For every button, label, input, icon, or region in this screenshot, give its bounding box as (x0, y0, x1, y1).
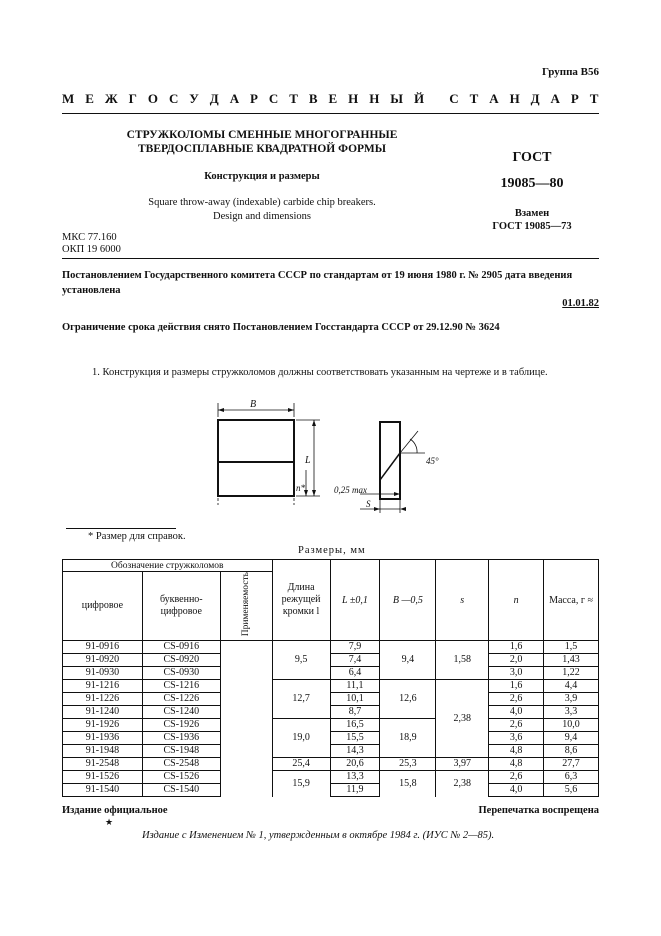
L-header: L ±0,1 (330, 560, 380, 641)
mass-header: Масса, г ≈ (544, 560, 599, 641)
table-cell: 91-0920 (63, 654, 143, 667)
replaces-label: Взамен (514, 208, 550, 219)
table-cell: 1,43 (544, 654, 599, 667)
table-cell: 7,9 (330, 641, 380, 654)
dim-angle: 45° (426, 456, 439, 466)
table-cell: 15,9 (272, 771, 330, 797)
group-label: Группа В56 (541, 66, 599, 78)
banner-letter: Е (85, 91, 95, 106)
table-cell: 7,4 (330, 654, 380, 667)
table-cell: 4,4 (544, 680, 599, 693)
table-cell: 8,6 (544, 745, 599, 758)
banner-letter: Т (289, 91, 299, 106)
table-cell: CS-1540 (142, 784, 220, 797)
banner-letter: С (268, 91, 279, 106)
decree-text: Постановлением Государственного комитета СССР по стандартам от 19 июня 1980 г. № 2905 дата введения установлена (62, 270, 573, 296)
table-cell: CS-0920 (142, 654, 220, 667)
banner-letter: Д (530, 91, 540, 106)
mks-code: МКС 77.160 (62, 232, 117, 243)
edition-note: Издание с Изменением № 1, утвержденным в октябре 1984 г. (ИУС № 2—85). (142, 830, 495, 841)
table-cell: 16,5 (330, 719, 380, 732)
table-cell: 4,8 (489, 745, 544, 758)
banner-letter: А (550, 91, 561, 106)
table-cell: 3,9 (544, 693, 599, 706)
table-cell: 1,6 (489, 641, 544, 654)
banner-letter: Г (128, 91, 138, 106)
table-cell: 19,0 (272, 719, 330, 758)
table-cell: 2,6 (489, 771, 544, 784)
dim-b: B (250, 399, 257, 410)
table-cell: CS-1948 (142, 745, 220, 758)
table-cell: CS-0930 (142, 667, 220, 680)
table-cell: 9,5 (272, 641, 330, 680)
edge-header: Длина режущей кромки l (272, 560, 330, 641)
banner-letter: Н (369, 91, 380, 106)
table-cell: 5,6 (544, 784, 599, 797)
dim-chamfer: 0,25 max (334, 485, 367, 495)
table-cell: 3,97 (436, 758, 489, 771)
table-cell: 91-1526 (63, 771, 143, 784)
table-cell: 10,1 (330, 693, 380, 706)
table-cell: 4,0 (489, 784, 544, 797)
chip-breaker-drawing (200, 395, 460, 520)
table-cell: 3,0 (489, 667, 544, 680)
banner-letter: Н (509, 91, 521, 106)
banner-letter: Е (328, 91, 338, 106)
banner-letter: Ж (104, 91, 119, 106)
footnote: * Размер для справок. (88, 531, 186, 542)
table-cell: CS-1926 (142, 719, 220, 732)
okp-code: ОКП 19 6000 (62, 244, 121, 255)
banner-letter: О (147, 91, 159, 106)
official-edition: Издание официальное (62, 805, 168, 816)
table-cell: 1,22 (544, 667, 599, 680)
table-cell: 20,6 (330, 758, 380, 771)
B-header: B —0,5 (380, 560, 436, 641)
table-cell: CS-1240 (142, 706, 220, 719)
table-cell: 2,38 (436, 771, 489, 797)
n-header: n (489, 560, 544, 641)
table-cell: 3,3 (544, 706, 599, 719)
group-header: Обозначение стружколомов (63, 560, 273, 572)
table-cell: CS-0916 (142, 641, 220, 654)
standard-banner (62, 91, 599, 107)
table-cell: 91-1216 (63, 680, 143, 693)
banner-letter: Т (589, 91, 599, 106)
old-gost: ГОСТ 19085—73 (492, 221, 572, 232)
table-cell (220, 641, 272, 797)
banner-letter: Д (209, 91, 220, 106)
table-cell: CS-1526 (142, 771, 220, 784)
table-cell: 91-1240 (63, 706, 143, 719)
table-cell: 9,4 (544, 732, 599, 745)
table-cell: 11,9 (330, 784, 380, 797)
banner-letter (435, 91, 439, 107)
banner-letter: Й (413, 91, 425, 106)
banner-letter: У (189, 91, 200, 106)
banner-letter: С (168, 91, 179, 106)
divider (62, 258, 599, 259)
banner-letter: А (229, 91, 240, 106)
table-cell: 6,4 (330, 667, 380, 680)
banner-letter: Ы (390, 91, 404, 106)
table-cell: CS-1216 (142, 680, 220, 693)
table-cell: 15,5 (330, 732, 380, 745)
title-line-2: ТВЕРДОСПЛАВНЫЕ КВАДРАТНОЙ ФОРМЫ (137, 143, 387, 155)
table-cell: 1,58 (436, 641, 489, 680)
table-cell: 91-1936 (63, 732, 143, 745)
table-cell: 91-1926 (63, 719, 143, 732)
table-cell: 18,9 (380, 719, 436, 758)
table-cell: 91-2548 (63, 758, 143, 771)
table-cell: 9,4 (380, 641, 436, 680)
gost-label: ГОСТ (512, 150, 552, 165)
table-cell: CS-1936 (142, 732, 220, 745)
table-cell: 2,0 (489, 654, 544, 667)
table-cell: 6,3 (544, 771, 599, 784)
banner-letter: В (308, 91, 318, 106)
table-cell: 2,38 (436, 680, 489, 758)
table-cell: 25,4 (272, 758, 330, 771)
table-cell: 1,6 (489, 680, 544, 693)
table-cell: CS-2548 (142, 758, 220, 771)
dimensions-table (62, 559, 599, 797)
table-caption: Размеры, мм (298, 545, 366, 556)
alpha-header: буквенно-цифровое (142, 572, 220, 641)
table-cell: 25,3 (380, 758, 436, 771)
table-cell: 8,7 (330, 706, 380, 719)
banner-letter: Р (250, 91, 259, 106)
table-cell: 14,3 (330, 745, 380, 758)
subtitle: Конструкция и размеры (204, 171, 320, 182)
dim-n: n* (296, 483, 305, 493)
table-cell: 4,8 (489, 758, 544, 771)
clause-1: 1. Конструкция и размеры стружколомов должны соответствовать указанным на чертеже и в таблице. (92, 367, 548, 378)
table-cell: CS-1226 (142, 693, 220, 706)
table-cell: 91-0930 (63, 667, 143, 680)
table-cell: 12,7 (272, 680, 330, 719)
banner-letter: М (62, 91, 75, 106)
dim-s: S (366, 499, 371, 509)
table-cell: 13,3 (330, 771, 380, 784)
star-icon: ★ (105, 817, 114, 827)
applicability-header: Применяемость (220, 572, 272, 641)
gost-number: 19085—80 (500, 176, 564, 191)
table-cell: 3,6 (489, 732, 544, 745)
limit-text: Ограничение срока действия снято Постановлением Госстандарта СССР от 29.12.90 № 3624 (62, 322, 500, 333)
table-cell: 2,6 (489, 719, 544, 732)
effective-date: 01.01.82 (562, 298, 599, 309)
table-cell: 91-0916 (63, 641, 143, 654)
title-line-1: СТРУЖКОЛОМЫ СМЕННЫЕ МНОГОГРАННЫЕ (126, 129, 398, 141)
table-cell: 15,8 (380, 771, 436, 797)
dim-l: L (305, 455, 311, 466)
table-cell: 10,0 (544, 719, 599, 732)
table-cell: 27,7 (544, 758, 599, 771)
table-cell: 12,6 (380, 680, 436, 719)
s-header: s (436, 560, 489, 641)
table-cell: 91-1540 (63, 784, 143, 797)
english-title-2: Design and dimensions (213, 211, 311, 222)
digital-header: цифровое (63, 572, 143, 641)
reprint-notice: Перепечатка воспрещена (478, 805, 599, 816)
divider (62, 113, 599, 114)
english-title-1: Square throw-away (indexable) carbide chip breakers. (148, 197, 376, 208)
banner-letter: Т (469, 91, 479, 106)
footnote-rule (66, 528, 176, 529)
banner-letter: Н (348, 91, 359, 106)
table-cell: 2,6 (489, 693, 544, 706)
table-cell: 91-1226 (63, 693, 143, 706)
banner-letter: А (489, 91, 500, 106)
banner-letter: С (449, 91, 460, 106)
banner-letter: Р (570, 91, 580, 106)
table-cell: 11,1 (330, 680, 380, 693)
table-cell: 1,5 (544, 641, 599, 654)
table-cell: 91-1948 (63, 745, 143, 758)
table-cell: 4,0 (489, 706, 544, 719)
